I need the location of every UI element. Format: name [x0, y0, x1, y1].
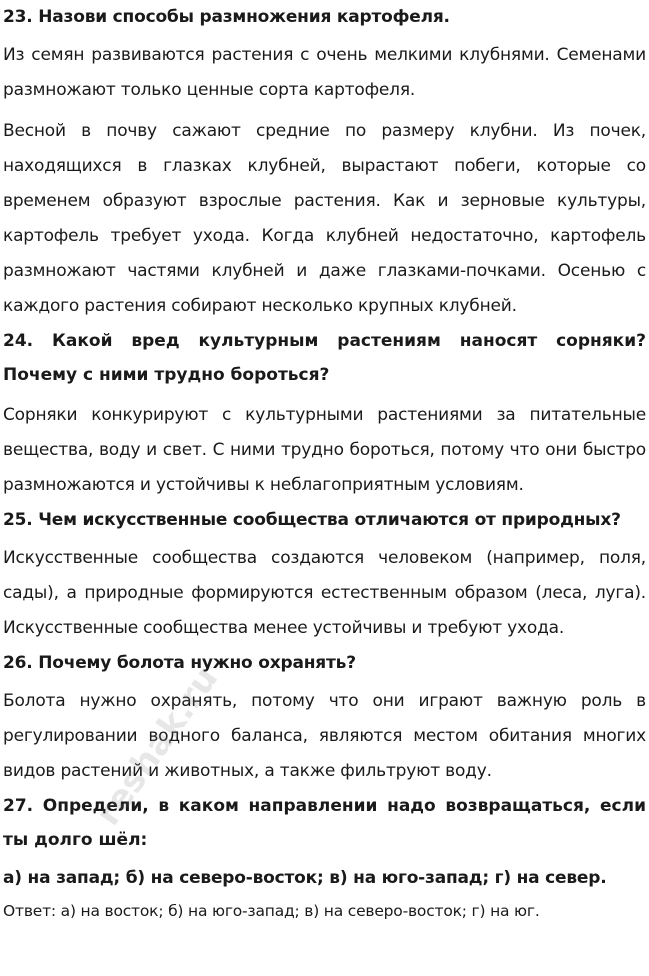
- question-23-paragraph-1: Из семян развиваются растения с очень мелкими клубнями. Семенами размножают только ценные сорта картофеля.: [3, 45, 646, 100]
- question-26: [3, 646, 646, 789]
- question-25-paragraph: Искусственные сообщества создаются человеком (например, поля, сады), а природные формируются естественным образом (леса, луга). Искусственные сообщества менее устойчивы и требуют ухода.: [3, 548, 646, 638]
- watermark: reshak.ru: [88, 659, 227, 833]
- question-23: [3, 0, 646, 324]
- question-27-options: а) на запад; б) на северо-восток; в) на юго-запад; г) на север.: [3, 868, 607, 888]
- question-24: [3, 324, 646, 503]
- question-25: [3, 503, 646, 646]
- question-23-paragraph-2: Весной в почву сажают средние по размеру клубни. Из почек, находящихся в глазках клубней, вырастают побеги, которые со временем образуют взрослые растения. Как и зерновые культуры, картофель требует ухода. Когда клубней недостаточно, картофель размножают частями клубней и даже глазками-почками. Осенью с каждого растения собирают несколько крупных клубней.: [3, 121, 646, 316]
- question-27-answer: Ответ: а) на восток; б) на юго-запад; в) на северо-восток; г) на юг.: [3, 902, 540, 920]
- question-25-title: 25. Чем искусственные сообщества отличаются от природных?: [3, 510, 621, 530]
- question-26-paragraph: Болота нужно охранять, потому что они играют важную роль в регулировании водного баланса, являются местом обитания многих видов растений и животных, а также фильтруют воду.: [3, 691, 646, 781]
- question-27-title: 27. Определи, в каком направлении надо возвращаться, если ты долго шёл:: [3, 796, 646, 850]
- question-24-title: 24. Какой вред культурным растениям наносят сорняки? Почему с ними трудно бороться?: [3, 331, 646, 385]
- question-23-title: 23. Назови способы размножения картофеля.: [3, 7, 450, 27]
- question-27: [3, 789, 646, 927]
- question-26-title: 26. Почему болота нужно охранять?: [3, 653, 356, 673]
- question-24-paragraph: Сорняки конкурируют с культурными растениями за питательные вещества, воду и свет. С ними трудно бороться, потому что они быстро размножаются и устойчивы к неблагоприятным условиям.: [3, 405, 646, 495]
